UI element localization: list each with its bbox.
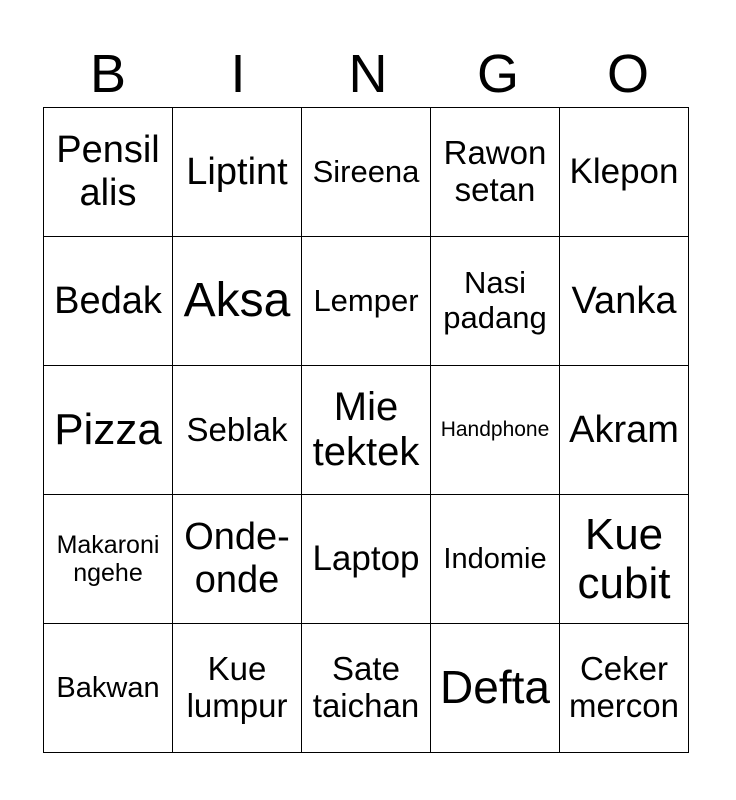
cell-label: Bedak <box>54 279 162 322</box>
bingo-cell[interactable] <box>560 624 689 753</box>
header-letter-n: N <box>348 44 388 104</box>
cell-label: Nasi padang <box>443 265 547 335</box>
cell-label: Kue cubit <box>577 509 671 608</box>
bingo-cell[interactable] <box>44 495 173 624</box>
bingo-cell[interactable] <box>560 366 689 495</box>
cell-label: Mie tektek <box>312 385 420 474</box>
cell-label: Defta <box>440 661 550 714</box>
bingo-cell[interactable] <box>431 108 560 237</box>
bingo-cell[interactable] <box>44 237 173 366</box>
cell-label: Vanka <box>571 279 677 322</box>
bingo-cell[interactable] <box>560 108 689 237</box>
cell-label: Ceker mercon <box>568 650 680 724</box>
header-letter-b: B <box>89 44 127 104</box>
header-letter-i: I <box>230 44 246 104</box>
bingo-board <box>43 107 689 753</box>
cell-label: Handphone <box>440 418 550 442</box>
cell-label: Kue lumpur <box>186 650 288 724</box>
bingo-cell[interactable] <box>44 108 173 237</box>
cell-label: Indomie <box>443 542 547 575</box>
bingo-header <box>43 40 693 108</box>
bingo-cell[interactable] <box>431 495 560 624</box>
cell-label: Rawon setan <box>443 134 547 208</box>
cell-label: Makaroni ngehe <box>56 531 160 587</box>
bingo-cell[interactable] <box>44 624 173 753</box>
bingo-cell[interactable] <box>173 495 302 624</box>
cell-label: Sate taichan <box>312 650 420 724</box>
cell-label: Laptop <box>312 539 420 579</box>
bingo-cell[interactable] <box>173 237 302 366</box>
bingo-cell[interactable] <box>431 237 560 366</box>
header-letter-o: O <box>606 44 649 104</box>
bingo-cell[interactable] <box>431 366 560 495</box>
cell-label: Lemper <box>313 282 419 318</box>
cell-label: Akram <box>569 408 679 451</box>
bingo-cell[interactable] <box>173 108 302 237</box>
cell-label: Klepon <box>569 152 679 192</box>
cell-label: Sireena <box>312 153 420 189</box>
cell-label: Pizza <box>54 405 162 455</box>
cell-label: Aksa <box>183 274 291 328</box>
board-row <box>44 495 689 624</box>
bingo-cell[interactable] <box>44 366 173 495</box>
header-letter-g: G <box>476 44 519 104</box>
bingo-cell[interactable] <box>173 624 302 753</box>
cell-label: Liptint <box>186 150 288 193</box>
bingo-cell[interactable] <box>302 495 431 624</box>
bingo-cell[interactable] <box>302 366 431 495</box>
bingo-cell[interactable] <box>302 108 431 237</box>
cell-label: Pensil alis <box>56 129 160 214</box>
bingo-cell[interactable] <box>302 624 431 753</box>
board-row <box>44 624 689 753</box>
bingo-cell[interactable] <box>560 237 689 366</box>
cell-label: Seblak <box>186 410 288 448</box>
bingo-cell[interactable] <box>173 366 302 495</box>
cell-label: Onde- onde <box>184 516 290 601</box>
board-row <box>44 108 689 237</box>
board-row <box>44 366 689 495</box>
bingo-cell[interactable] <box>431 624 560 753</box>
bingo-cell[interactable] <box>302 237 431 366</box>
bingo-cell[interactable] <box>560 495 689 624</box>
board-row <box>44 237 689 366</box>
cell-label: Bakwan <box>56 671 160 704</box>
